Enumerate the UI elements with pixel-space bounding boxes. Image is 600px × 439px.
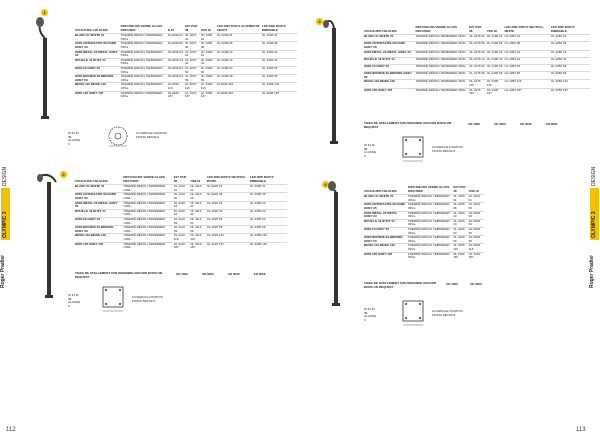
anchor-ref: AD 3069 [446,282,458,286]
reference-cell: OL 3116 06 [174,193,191,201]
color-cell: GRIS BRONZE 59 BRONZE GREY 59 [75,226,123,234]
reference-cell: OL 3116 59 [174,226,191,234]
class-rating: CLASSE II [364,314,376,322]
col-header: 70W HI [200,27,211,32]
color-cell: GRIS MÉTAL 23 METAL GREY 23 [364,211,408,219]
reference-cell: OL 3396 59 [201,75,217,83]
col-header: 70W HI [468,188,479,193]
diffuser-cell: TREMPÉ DÉPOLI TEMPERED OPAL [408,211,453,219]
reference-cell: OL 3166 23 [453,211,468,219]
color-cell: GRIS MÉTAL 23 METAL GREY 23 [364,50,415,57]
reference-cell: OL3206-23 [168,50,185,58]
spec-table-4 [364,186,484,260]
diffuser-cell: TREMPÉ DÉPOLI TEMPERED OPAL [123,234,173,242]
reference-cell: OL 3396 53 [262,66,297,74]
reference-cell: OL3206-59 [168,75,185,83]
col-header: LED 26W 3000°K ALTERNATIF ADAPT. [216,24,260,32]
color-cell: GRIS BRONZE 59 BRONZE GREY 59 [364,236,408,244]
reference-cell: OL 3286 53 [250,217,287,225]
protection-legend [364,308,376,322]
fixing-details-note: CUVERCLE FIXATION FIXING DETAILS [432,145,463,153]
reference-cell: OL 3226 59 [207,226,250,234]
reference-cell: OL 3166 59 [469,236,484,244]
spec-table-3 [364,26,590,96]
table-row [364,252,484,260]
diffuser-cell: TREMPÉ DÉPOLI TEMPERED OPAL [123,209,173,217]
col-header: E27 PAR 38 [453,185,466,193]
protection-legend [68,132,80,146]
reference-cell: OL 3206-59 [217,75,262,83]
reference-cell: OL 3166 06 [453,203,468,211]
reference-cell: OL 3286 44 [250,209,287,217]
reference-cell: OL 3116 44 [174,209,191,217]
color-cell: BEIGE 116 BEIGE 116 [364,80,415,88]
col-header: LED 26W 3000°K DIMMABLE [261,24,286,32]
ip-rating: IP 44 IK 08 [68,293,79,301]
col-header: E27 PAR 38 [184,24,198,32]
reference-cell: OL3206-187 [217,91,262,99]
page-number: 113 [576,427,586,433]
color-cell: GRIS 53 GREY 53 [75,66,121,74]
reference-cell: OL 3176 23 [469,50,487,57]
reference-cell: OL 3166 187 [453,252,468,260]
ip-rating: IP 44 IK 08 [364,307,375,315]
diffuser-cell: TREMPÉ DÉPOLI TEMPERED OPAL [415,57,469,64]
reference-cell: OL 3356 06 [504,42,550,50]
col-header: LED 26W 3000°K DIMMABLE [249,175,274,183]
reference-cell: OL 3226 187 [207,242,250,250]
section-vertical: DESIGN [2,166,8,186]
diffuser-cell: TREMPÉ DÉPOLI TEMPERED OPAL [121,58,168,66]
table-row [75,91,297,99]
section-badge: 3 [316,18,323,25]
diffuser-cell: TREMPÉ DÉPOLI TEMPERED OPAL [415,72,469,80]
fixing-details-note: CUVERCLE FIXATION FIXING DETAILS [432,309,463,317]
reference-cell: OL 3116 44 [190,209,207,217]
spec-rows [364,35,590,96]
color-cell: BLANC 01 WHITE 01 [364,35,415,42]
reference-cell: OL 3396 187 [262,91,297,99]
col-header: COULEURS COLOURS [364,28,397,33]
diffuser-cell: TREMPÉ DÉPOLI TEMPERED OPAL [408,227,453,235]
ip-rating: IP 44 IK 08 [68,131,79,139]
color-cell: GRIS MÉTAL 23 METAL GREY 23 [75,201,123,209]
color-cell: GRIS 53 GREY 53 [364,227,408,235]
reference-cell: OL 3396 23 [201,50,217,58]
table-row [364,88,590,96]
reference-cell: OL 3166 06 [469,203,484,211]
diffuser-cell: TREMPÉ DÉPOLI TEMPERED OPAL [415,35,469,42]
table-row [75,42,297,50]
reference-cell: OL 3196 187 [487,88,505,96]
color-cell: GRIS ANTHRACITE 06 DARK GREY 06 [75,42,121,50]
reference-cell: OL 3166 44 [453,219,468,227]
anchor-rods-note: TIGES DE SCELLEMENT SUR DEMANDE ANCHOR RODS ON REQUEST [364,121,452,129]
table-row [364,42,590,50]
color-cell: GRIS BRONZE 59 BRONZE GREY 59 [364,72,415,80]
diffuser-cell: TREMPÉ DÉPOLI TEMPERED OPAL [121,83,168,91]
anchor-ref: AD 3069 [468,122,480,126]
color-cell: BEIGE 116 BEIGE 116 [75,234,123,242]
reference-cell: OL 3286 116 [250,234,287,242]
reference-cell: OL 3196 59 [487,72,505,80]
reference-cell: OL 3286 59 [250,226,287,234]
anchor-ref: AD 3069 [469,282,482,286]
reference-cell: OL3206-53 [168,66,185,74]
diffuser-cell: TREMPÉ DÉPOLI TEMPERED OPAL [408,252,453,260]
class-rating: CLASSE II [364,150,376,158]
diffuser-cell: TREMPÉ DÉPOLI TEMPERED OPAL [408,244,453,252]
reference-cell: OL 3206-44 [217,58,262,66]
anchor-rods-refs [176,273,296,277]
diffuser-cell: TREMPÉ DÉPOLI TEMPERED OPAL [408,236,453,244]
reference-cell: OL 3176 59 [469,72,487,80]
reference-cell: OL 3116 116 [174,234,191,242]
ip-rating: IP 44 IK 08 [364,143,375,151]
class-rating: CLASSE II [68,138,80,146]
reference-cell: OL 3226 44 [207,209,250,217]
reference-cell: OL 3396 59 [262,75,297,83]
reference-cell: OL 3116 187 [190,242,207,250]
color-cell: BEIGE 116 BEIGE 116 [75,83,121,91]
reference-cell: OL 3356 116 [504,80,550,88]
color-cell: ROUILLE 44 RUST 44 [75,58,121,66]
anchor-rods-note: TIGES DE SCELLEMENT SUR DEMANDE ANCHOR RODS ON REQUEST [75,271,163,279]
reference-cell: OL 3176 187 [469,88,487,96]
reference-cell: OL3206-06 [168,42,185,50]
color-cell: GRIS ANTHRACITE 06 DARK GREY 06 [364,203,408,211]
reference-cell: OL 3166 23 [469,211,484,219]
reference-cell: OL 3206-53 [217,66,262,74]
reference-cell: OL 3166 01 [453,195,468,203]
spec-table-1 [75,25,297,99]
reference-cell: OL 3396 53 [201,66,217,74]
reference-cell: OL 3256 187 [551,88,590,96]
reference-cell: OL 3116 187 [174,242,191,250]
reference-cell: OL 3226 116 [207,234,250,242]
table-row [364,203,484,211]
brand-vertical: Roger Pradier [589,254,595,288]
col-header: E27 PAR 38 [173,175,186,183]
reference-cell: OL 3070 01 [185,34,201,42]
reference-cell: OL 3396 06 [262,42,297,50]
reference-cell: OL 3166 01 [469,195,484,203]
col-header: LED 26W 3000°K NEUTRAL WHITE [206,175,246,183]
reference-cell: OL 3396 01 [201,34,217,42]
reference-cell: OL 3176 116 [469,80,487,88]
diffuser-cell: TREMPÉ DÉPOLI TEMPERED OPAL [121,75,168,83]
reference-cell: OL 3176 01 [469,35,487,42]
diffuser-cell: TREMPÉ DÉPOLI TEMPERED OPAL [121,34,168,42]
reference-cell: OL3206-187 [168,91,185,99]
table-row [364,80,590,88]
diffuser-cell: TREMPÉ DÉPOLI TEMPERED OPAL [123,226,173,234]
diffuser-cell: TREMPÉ DÉPOLI TEMPERED OPAL [121,91,168,99]
reference-cell: OL 3176 44 [469,57,487,64]
col-header: LED 26W 3000°K NEUTRAL WHITE [504,25,544,33]
reference-cell: OL 3166 59 [453,236,468,244]
reference-cell: OL 3256 01 [551,35,590,42]
reference-cell: OL3206-116 [168,83,185,91]
reference-cell: OL 3226 06 [207,193,250,201]
reference-cell: OL 3116 23 [190,201,207,209]
color-cell: BLANC 01 WHITE 01 [75,185,123,193]
color-cell: ROUILLE 44 RUST 44 [75,209,123,217]
col-header: E27 PAR 38 [469,25,482,33]
diffuser-cell: TREMPÉ DÉPOLI TEMPERED OPAL [408,195,453,203]
reference-cell: OL 3196 06 [487,42,505,50]
fixing-details-note: CUVERCLE FIXATION FIXING DETAILS [132,295,163,303]
page-number: 112 [6,427,16,433]
reference-cell: OL 3070 53 [185,66,201,74]
table-row [75,234,287,242]
reference-cell: OL 3256 23 [551,50,590,57]
reference-cell: OL 3206-01 [217,34,262,42]
anchor-ref: AD 3069 [519,122,532,126]
anchor-ref: AD 3069 [176,272,188,276]
reference-cell: OL 3196 116 [487,80,505,88]
reference-cell: OL 3116 53 [174,217,191,225]
diffuser-cell: TREMPÉ DÉPOLI TEMPERED OPAL [123,193,173,201]
color-cell: GRIS 53 GREY 53 [364,64,415,71]
reference-cell: OL 3356 23 [504,50,550,57]
reference-cell: OL 3396 44 [201,58,217,66]
reference-cell: OL 3116 06 [190,193,207,201]
reference-cell: OL3206-44 [168,58,185,66]
spec-table-2 [75,176,287,250]
reference-cell: OL 3070 59 [185,75,201,83]
spec-rows [75,185,287,250]
reference-cell: OL 3356 44 [504,57,550,64]
color-cell: GRIS BRONZE 59 BRONZE GREY 59 [75,75,121,83]
anchor-ref: AD 3069 [227,272,240,276]
reference-cell: OL 3116 53 [190,217,207,225]
protection-legend [68,294,80,308]
diffuser-cell: TREMPÉ DÉPOLI TEMPERED OPAL [121,42,168,50]
reference-cell: OL 3396 01 [262,34,297,42]
color-cell: GRIS ANTHRACITE 06 DARK GREY 06 [75,193,123,201]
col-header: COULEURS COLOURS [364,188,397,193]
section-vertical: DESIGN [591,166,597,186]
reference-cell: OL 3166 116 [453,244,468,252]
reference-cell: OL 3356 01 [504,35,550,42]
reference-cell: OL 3286 01 [250,185,287,193]
reference-cell: OL 3226 53 [207,217,250,225]
table-row [75,83,297,91]
reference-cell: OL 3206-23 [217,50,262,58]
color-cell: ROUILLE 44 RUST 44 [364,57,415,64]
reference-cell: OL 3070 06 [185,42,201,50]
reference-cell: OL 3256 59 [551,72,590,80]
color-cell: ROUILLE 44 RUST 44 [364,219,408,227]
reference-cell: OL 3396 23 [262,50,297,58]
reference-cell: OL 3286 23 [250,201,287,209]
brand-vertical: Roger Pradier [0,254,6,288]
anchor-rods-refs [446,283,506,287]
reference-cell: OL 3286 187 [250,242,287,250]
color-cell: BEIGE 116 BEIGE 116 [364,244,408,252]
reference-cell: OL 3166 187 [469,252,484,260]
spec-rows [364,195,484,260]
square-base-plate-diagram [400,298,426,328]
col-header: 70W HI [190,178,201,183]
reference-cell: OL 3396 187 [201,91,217,99]
reference-cell: OL 3256 53 [551,64,590,71]
anchor-ref: AD 3069 [253,272,266,276]
diffuser-cell: TREMPÉ DÉPOLI TEMPERED OPAL [415,50,469,57]
post-lamp-illustration [36,172,62,300]
reference-cell: OL 3166 116 [469,244,484,252]
color-cell: GRIS 53 GREY 53 [75,217,123,225]
reference-cell: OL 3256 44 [551,57,590,64]
reference-cell: OL 3070 116 [185,83,201,91]
color-cell: BLANC 01 WHITE 01 [75,34,121,42]
diffuser-cell: TREMPÉ DÉPOLI TEMPERED OPAL [415,88,469,96]
diffuser-cell: TREMPÉ DÉPOLI TEMPERED OPAL [123,201,173,209]
reference-cell: OL3206-01 [168,34,185,42]
col-header: DIFFUSEURS VERRE GLASS DIFFUSER [407,185,450,193]
diffuser-cell: TREMPÉ DÉPOLI TEMPERED OPAL [123,242,173,250]
class-rating: CLASSE II [68,300,80,308]
reference-cell: OL 3256 116 [551,80,590,88]
post-lamp-illustration [320,16,346,146]
color-cell: BLANC 01 WHITE 01 [364,195,408,203]
diffuser-cell: TREMPÉ DÉPOLI TEMPERED OPAL [408,219,453,227]
diffuser-cell: TREMPÉ DÉPOLI TEMPERED OPAL [121,50,168,58]
reference-cell: OL 3196 23 [487,50,505,57]
table-row [75,193,287,201]
section-badge: 4 [322,181,329,188]
reference-cell: OL 3070 44 [185,58,201,66]
diffuser-cell: TREMPÉ DÉPOLI TEMPERED OPAL [415,80,469,88]
col-header: E 27 [167,27,175,32]
reference-cell: OL 3196 44 [487,57,505,64]
square-base-plate-diagram [100,284,126,314]
col-header: DIFFUSEURS VERRE GLASS DIFFUSER [120,24,163,32]
round-base-plate-diagram [106,124,130,148]
reference-cell: OL 3116 116 [190,234,207,242]
post-lamp-illustration [320,180,352,308]
collection-vertical: OLYMPIC 3 [591,211,597,238]
reference-cell: OL 3116 59 [190,226,207,234]
reference-cell: OL 3396 116 [262,83,297,91]
reference-cell: OL 3166 53 [469,227,484,235]
reference-cell: OL 3176 06 [469,42,487,50]
reference-cell: OL 3256 06 [551,42,590,50]
color-cell: GRIS 187 GREY 187 [75,242,123,250]
col-header: COULEURS COLOURS [75,27,108,32]
spec-rows [75,34,297,99]
diffuser-cell: TREMPÉ DÉPOLI TEMPERED OPAL [415,64,469,71]
reference-cell: OL 3116 01 [190,185,207,193]
table-row [364,244,484,252]
reference-cell: OL 3166 53 [453,227,468,235]
reference-cell: OL 3166 44 [469,219,484,227]
color-cell: GRIS 187 GREY 187 [364,88,415,96]
diffuser-cell: TREMPÉ DÉPOLI TEMPERED OPAL [123,185,173,193]
reference-cell: OL 3396 06 [201,42,217,50]
anchor-rods-note: TIGES DE SCELLEMENT SUR DEMANDE ANCHOR RODS ON REQUEST [364,281,437,289]
color-cell: GRIS 187 GREY 187 [364,252,408,260]
reference-cell: OL 3196 53 [487,64,505,71]
reference-cell: OL 3206-06 [217,42,262,50]
protection-legend [364,144,376,158]
reference-cell: OL 3356 187 [504,88,550,96]
reference-cell: OL3206-116 [217,83,262,91]
reference-cell: OL 3396 44 [262,58,297,66]
reference-cell: OL 3226 01 [207,185,250,193]
color-cell: GRIS ANTHRACITE 06 DARK GREY 06 [364,42,415,50]
reference-cell: OL 3356 59 [504,72,550,80]
diffuser-cell: TREMPÉ DÉPOLI TEMPERED OPAL [123,217,173,225]
col-header: DIFFUSEURS VERRE GLASS DIFFUSER [415,25,457,33]
anchor-ref: AD 3069 [493,122,506,126]
right-page [300,0,600,439]
anchor-rods-refs [468,123,593,127]
col-header: LED 26W 3000°K DIMMABLE [550,25,575,33]
collection-vertical: OLYMPIC 3 [2,211,8,238]
bollard-lamp-illustration [34,16,56,120]
diffuser-cell: TREMPÉ DÉPOLI TEMPERED OPAL [408,203,453,211]
reference-cell: OL 3286 06 [250,193,287,201]
col-header: DIFFUSEURS VERRE GLASS DIFFUSER [123,175,165,183]
reference-cell: OL 3356 53 [504,64,550,71]
section-badge: 1 [41,9,48,16]
col-header: COULEURS COLOURS [75,178,108,183]
reference-cell: OL 3070 23 [185,50,201,58]
col-header: 70W HI [486,28,497,33]
reference-cell: OL 3196 01 [487,35,505,42]
reference-cell: OL 3116 01 [174,185,191,193]
reference-cell: OL 3116 23 [174,201,191,209]
diffuser-cell: TREMPÉ DÉPOLI TEMPERED OPAL [415,42,469,50]
table-row [75,242,287,250]
diffuser-cell: TREMPÉ DÉPOLI TEMPERED OPAL [121,66,168,74]
reference-cell: OL 3226 23 [207,201,250,209]
color-cell: GRIS MÉTAL 23 METAL GREY 23 [75,50,121,58]
reference-cell: OL 3396 116 [201,83,217,91]
anchor-ref: AD 3069 [545,122,558,126]
anchor-ref: AD 3069 [201,272,214,276]
reference-cell: OL 3070 187 [185,91,201,99]
fixing-details-note: CUVERCLE FIXATION FIXING DETAILS [136,131,167,139]
square-base-plate-diagram [400,134,426,164]
reference-cell: OL 3176 53 [469,64,487,71]
section-badge: 2 [60,171,67,178]
color-cell: GRIS 187 GREY 187 [75,91,121,99]
